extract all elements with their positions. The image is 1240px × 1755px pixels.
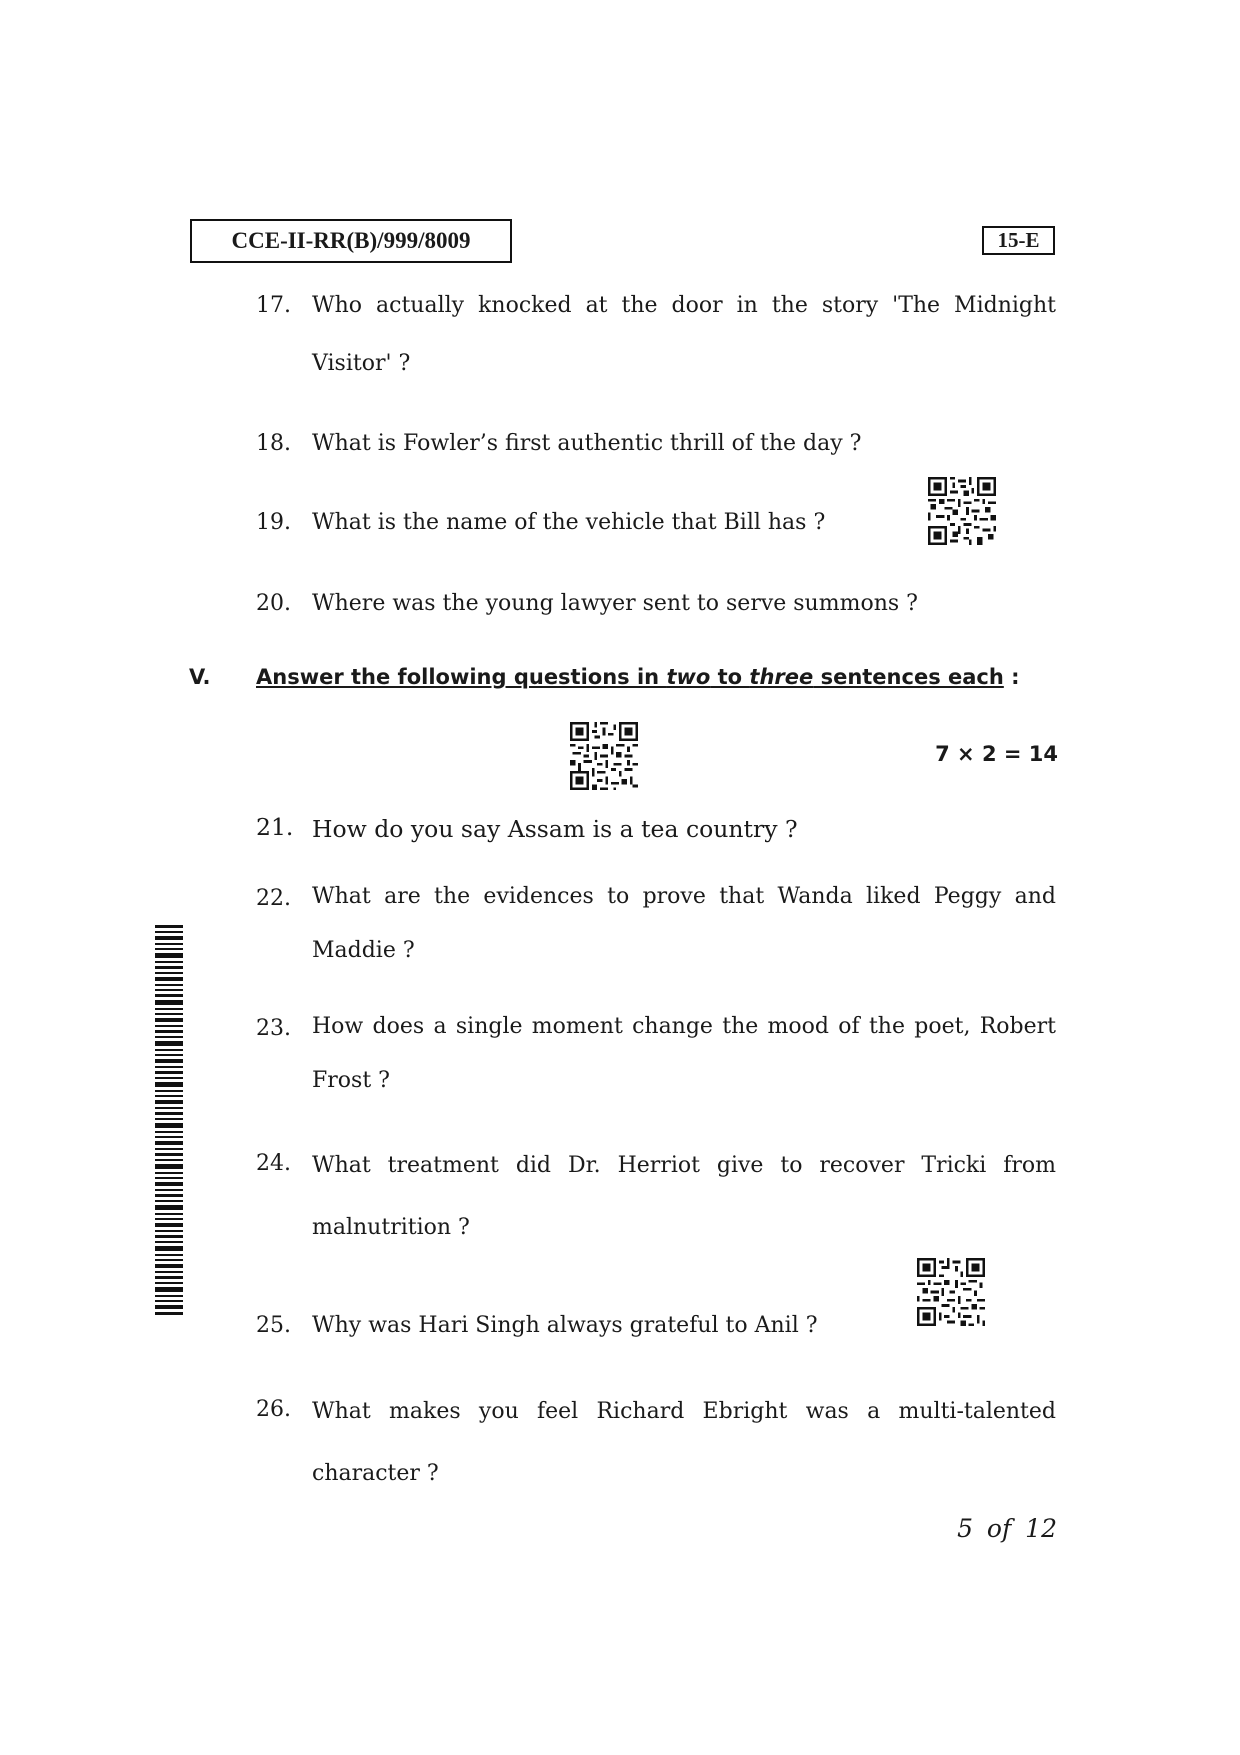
question-text: What is the name of the vehicle that Bill has ?: [312, 510, 826, 535]
question-text: Why was Hari Singh always grateful to Anil ?: [312, 1313, 818, 1338]
question-17: [256, 277, 1056, 393]
question-number: 22.: [256, 886, 291, 911]
section-heading: [256, 665, 1020, 689]
question-number: 19.: [256, 510, 291, 535]
question-number: 17.: [256, 293, 291, 318]
question-text: Who actually knocked at the door in the story 'The Midnight Visitor' ?: [312, 293, 1056, 376]
question-24: [256, 1135, 1056, 1259]
marks-allocation: 7 × 2 = 14: [935, 742, 1058, 766]
section-instruction: Answer the following questions in two to three sentences each: [256, 665, 1004, 689]
question-number: 20.: [256, 591, 291, 616]
section-numeral: V.: [189, 665, 211, 689]
question-number: 23.: [256, 1016, 291, 1041]
question-23: [256, 1000, 1056, 1108]
qr-code-icon: [570, 722, 638, 790]
question-26: [256, 1381, 1056, 1505]
question-text: What treatment did Dr. Herriot give to recover Tricki from malnutrition ?: [312, 1153, 1056, 1240]
paper-code: CCE-II-RR(B)/999/8009: [231, 228, 471, 253]
subject-code: 15-E: [997, 228, 1040, 252]
question-text: How does a single moment change the mood of the poet, Robert Frost ?: [312, 1014, 1056, 1093]
question-number: 26.: [256, 1397, 291, 1422]
question-text: How do you say Assam is a tea country ?: [312, 815, 798, 843]
page-number: 5 of 12: [957, 1514, 1057, 1543]
question-18: [256, 415, 1056, 473]
question-text: What makes you feel Richard Ebright was a multi-talented character ?: [312, 1399, 1056, 1486]
question-number: 25.: [256, 1313, 291, 1338]
question-number: 18.: [256, 431, 291, 456]
question-text: What is Fowler’s first authentic thrill of the day ?: [312, 431, 862, 456]
qr-code-icon: [928, 477, 996, 545]
question-text: What are the evidences to prove that Wanda liked Peggy and Maddie ?: [312, 884, 1056, 963]
question-22: [256, 870, 1056, 978]
question-text: Where was the young lawyer sent to serve summons ?: [312, 591, 918, 616]
section-colon: :: [1003, 665, 1020, 689]
question-21: [256, 798, 1056, 860]
question-20: [256, 575, 1056, 633]
qr-code-icon: [917, 1258, 985, 1326]
subject-code-box: [982, 226, 1055, 255]
paper-code-box: [190, 219, 512, 263]
barcode-icon: [155, 925, 183, 1315]
question-number: 21.: [256, 813, 294, 841]
question-number: 24.: [256, 1151, 291, 1176]
